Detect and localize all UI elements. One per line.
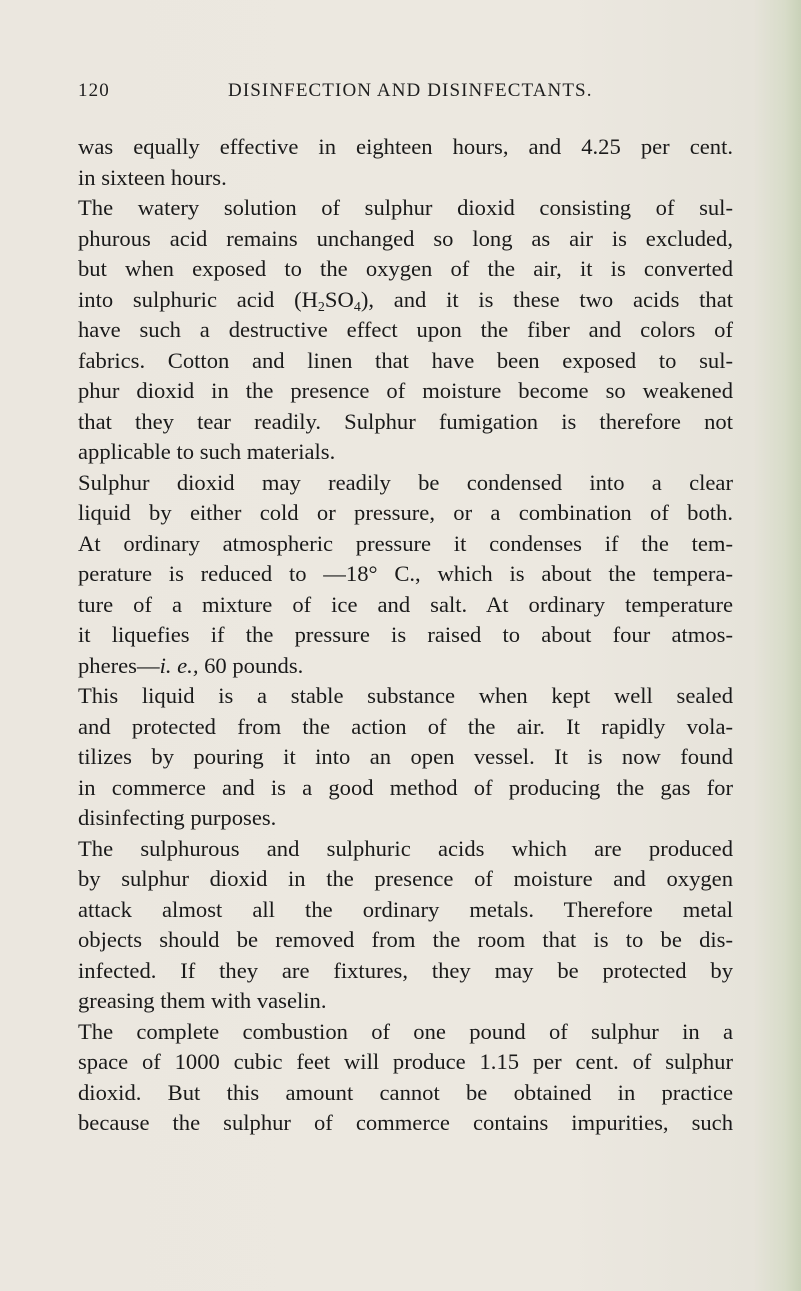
text-line: dioxid. But this amount cannot be obtained in practice	[78, 1079, 733, 1105]
text-line: and protected from the action of the air. It rapidly vola-	[78, 713, 733, 739]
subscript: 2	[317, 299, 325, 315]
text-line: applicable to such materials.	[78, 439, 336, 464]
paragraph-start-line: The complete combustion of one pound of sulphur in a	[78, 1018, 733, 1044]
text-line: perature is reduced to —18° C., which is about the tempera-	[78, 561, 733, 586]
text-line: but when exposed to the oxygen of the air, it is converted	[78, 256, 733, 281]
text-line: that they tear readily. Sulphur fumigation is therefore not	[78, 408, 733, 434]
text-line: At ordinary atmospheric pressure it condenses if the tem-	[78, 530, 733, 556]
text-line: objects should be removed from the room that is to be dis-	[78, 927, 733, 952]
page-number: 120	[78, 80, 110, 101]
text-line: liquid by either cold or pressure, or a combination of both.	[78, 500, 733, 525]
paragraph-start-line: Sulphur dioxid may readily be condensed into a clear	[78, 469, 733, 495]
text-fragment: ), and it is these two acids that	[360, 286, 733, 312]
text-line: in sixteen hours.	[78, 164, 227, 190]
text-line: phurous acid remains unchanged so long as air is excluded,	[78, 225, 733, 251]
text-line: phur dioxid in the presence of moisture become so weakened	[78, 378, 733, 403]
text-line: ture of a mixture of ice and salt. At ordinary temperature	[78, 591, 733, 617]
text-fragment: pheres—	[78, 652, 160, 678]
text-fragment: 60 pounds.	[198, 652, 304, 678]
body-text	[78, 132, 733, 1139]
running-head: DISINFECTION AND DISINFECTANTS.	[228, 80, 593, 101]
text-line: because the sulphur of commerce contains impurities, such	[78, 1110, 733, 1135]
paragraph-start-line: The sulphurous and sulphuric acids which are produced	[78, 835, 733, 861]
subscript: 4	[353, 299, 361, 315]
text-line-italic	[78, 651, 733, 682]
text-line: greasing them with vaselin.	[78, 988, 327, 1013]
text-fragment: into sulphuric acid (H	[78, 286, 318, 312]
text-line: have such a destructive effect upon the fiber and colors of	[78, 317, 733, 342]
text-line: disinfecting purposes.	[78, 805, 277, 830]
text-line: fabrics. Cotton and linen that have been exposed to sul-	[78, 347, 733, 373]
text-line-formula	[78, 285, 733, 316]
text-line: it liquefies if the pressure is raised to about four atmos-	[78, 622, 733, 647]
text-line: attack almost all the ordinary metals. Therefore metal	[78, 896, 733, 922]
paragraph-start-line: The watery solution of sulphur dioxid consisting of sul-	[78, 195, 733, 220]
paragraph-start-line: This liquid is a stable substance when kept well sealed	[78, 683, 733, 708]
text-line: infected. If they are fixtures, they may be protected by	[78, 957, 733, 983]
text-line: was equally effective in eighteen hours, and 4.25 per cent.	[78, 134, 733, 159]
page-header	[78, 80, 733, 106]
text-line: by sulphur dioxid in the presence of moisture and oxygen	[78, 866, 733, 891]
italic-fragment: i. e.,	[159, 652, 199, 678]
text-fragment: SO	[324, 286, 354, 312]
text-line: space of 1000 cubic feet will produce 1.15 per cent. of sulphur	[78, 1049, 733, 1074]
text-line: tilizes by pouring it into an open vessel. It is now found	[78, 744, 733, 769]
text-line: in commerce and is a good method of producing the gas for	[78, 774, 733, 800]
